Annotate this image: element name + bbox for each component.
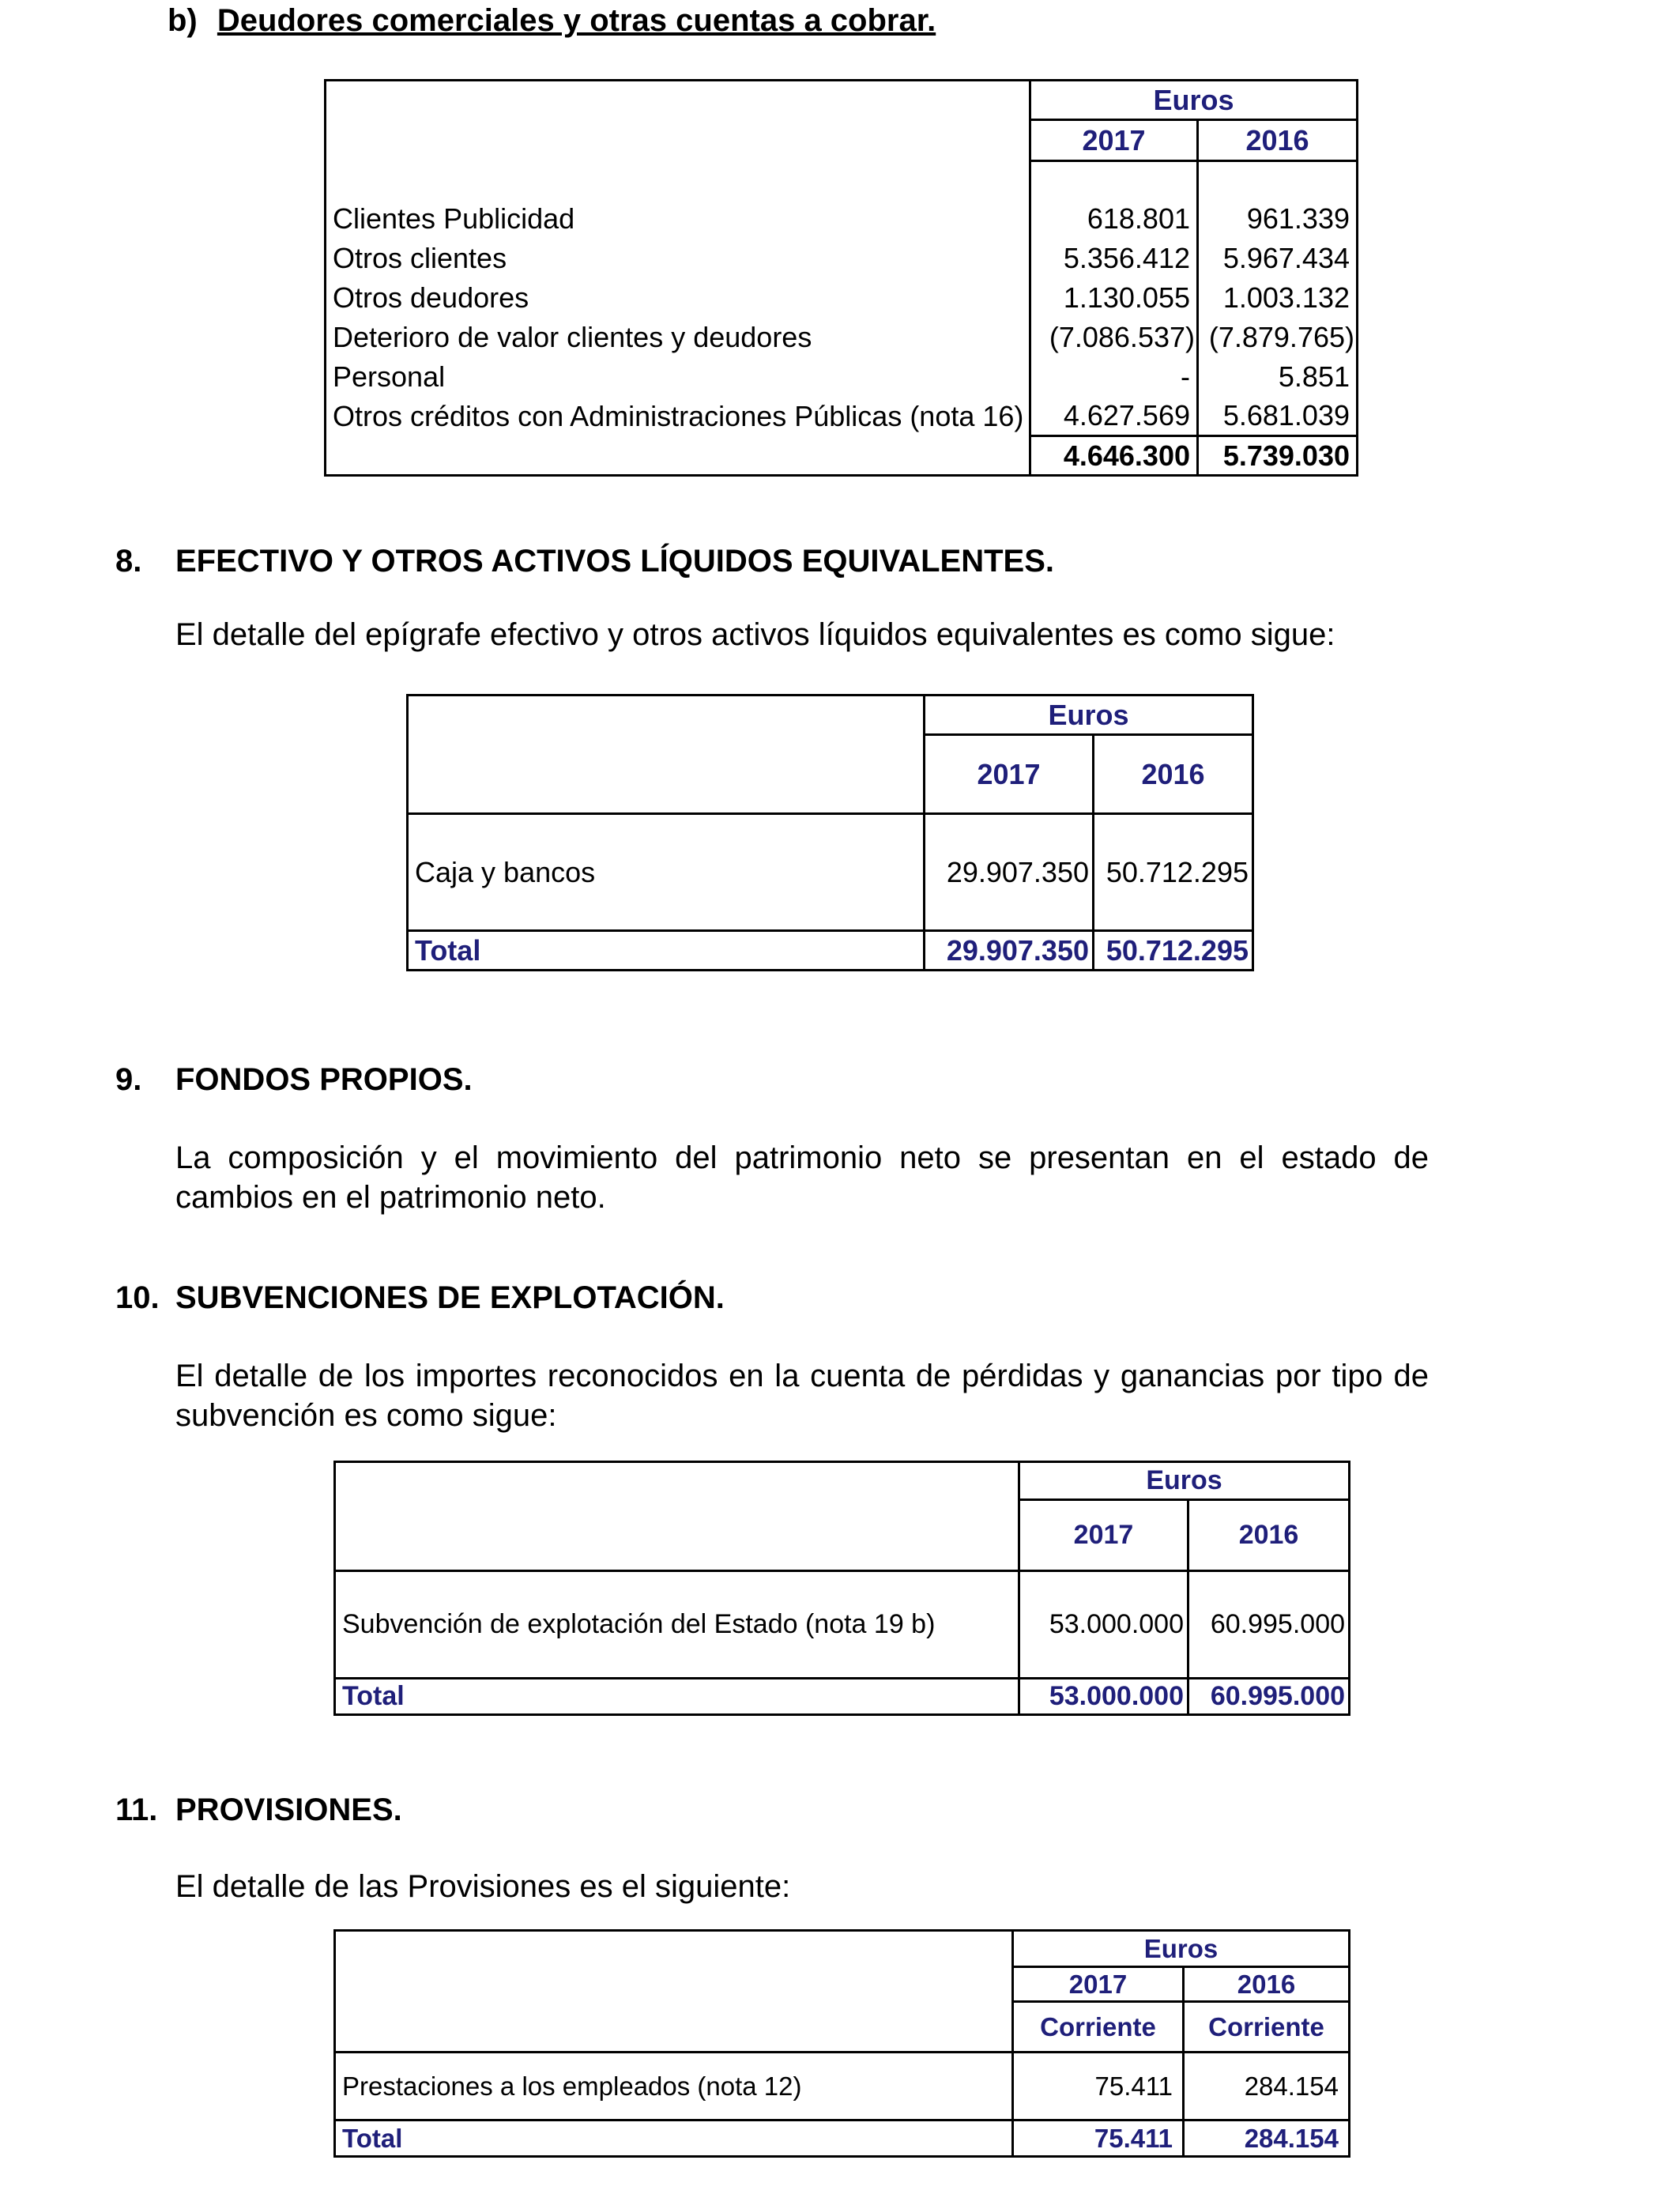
subvenciones-year-2016: 2016: [1188, 1500, 1350, 1571]
row-label: Deterioro de valor clientes y deudores: [326, 318, 1030, 357]
row-value-2017: 29.907.350: [925, 814, 1094, 931]
total-label-blank: [326, 436, 1030, 476]
section-9-heading: [115, 1062, 473, 1098]
deudores-spacer: [1030, 161, 1198, 199]
deudores-spacer: [1198, 161, 1358, 199]
efectivo-year-2017: 2017: [925, 735, 1094, 814]
total-row: [335, 2120, 1350, 2157]
table-row: [326, 318, 1358, 357]
row-value-2016: 60.995.000: [1188, 1571, 1350, 1679]
row-label: Personal: [326, 357, 1030, 397]
total-label: Total: [335, 2120, 1013, 2157]
section-9-text: La composición y el movimiento del patrimonio neto se presentan en el estado de cambios en el patrimonio neto.: [175, 1140, 1429, 1215]
section-8-heading: [115, 544, 1054, 579]
efectivo-header-blank: [408, 696, 925, 814]
row-label: Otros créditos con Administraciones Públicas (nota 16): [326, 397, 1030, 436]
row-label: Subvención de explotación del Estado (nota 19 b): [335, 1571, 1019, 1679]
row-value-2016: 5.681.039: [1198, 397, 1358, 436]
section-10-title: SUBVENCIONES DE EXPLOTACIÓN.: [175, 1280, 725, 1315]
deudores-year-2017: 2017: [1030, 120, 1198, 161]
total-value-2017: 29.907.350: [925, 931, 1094, 971]
row-value-2016: (7.879.765): [1198, 318, 1358, 357]
row-value-2017: -: [1030, 357, 1198, 397]
row-label: Clientes Publicidad: [326, 199, 1030, 239]
total-label: Total: [335, 1679, 1019, 1715]
table-row: [408, 814, 1253, 931]
row-value-2017: 618.801: [1030, 199, 1198, 239]
table-row: [335, 2053, 1350, 2120]
total-value-2016: 50.712.295: [1094, 931, 1253, 971]
provisiones-subheader-2017: Corriente: [1013, 2002, 1184, 2053]
table-row: [335, 1571, 1350, 1679]
subvenciones-table: [333, 1461, 1350, 1716]
deudores-spacer: [326, 161, 1030, 199]
section-11-text: El detalle de las Provisiones es el siguiente:: [175, 1869, 791, 1904]
section-9-title: FONDOS PROPIOS.: [175, 1062, 473, 1097]
table-row: [326, 278, 1358, 318]
row-value-2017: (7.086.537): [1030, 318, 1198, 357]
row-value-2017: 4.627.569: [1030, 397, 1198, 436]
total-row: [408, 931, 1253, 971]
row-value-2016: 5.851: [1198, 357, 1358, 397]
deudores-table: [324, 79, 1358, 477]
provisiones-table: [333, 1929, 1350, 2158]
row-value-2016: 5.967.434: [1198, 239, 1358, 278]
row-value-2017: 53.000.000: [1019, 1571, 1188, 1679]
row-value-2016: 961.339: [1198, 199, 1358, 239]
table-row: [326, 357, 1358, 397]
subvenciones-currency-header: Euros: [1019, 1462, 1350, 1500]
section-10-heading: [115, 1280, 725, 1316]
row-value-2017: 1.130.055: [1030, 278, 1198, 318]
section-8-text: El detalle del epígrafe efectivo y otros activos líquidos equivalentes es como sigue:: [175, 617, 1335, 652]
row-label: Prestaciones a los empleados (nota 12): [335, 2053, 1013, 2120]
row-value-2016: 50.712.295: [1094, 814, 1253, 931]
total-value-2017: 75.411: [1013, 2120, 1184, 2157]
section-8-title: EFECTIVO Y OTROS ACTIVOS LÍQUIDOS EQUIVALENTES.: [175, 544, 1054, 579]
section-b-heading: [168, 3, 936, 39]
total-row: [326, 436, 1358, 476]
section-b-marker: b): [168, 3, 198, 38]
row-label: Otros deudores: [326, 278, 1030, 318]
table-row: [326, 239, 1358, 278]
total-row: [335, 1679, 1350, 1715]
provisiones-currency-header: Euros: [1013, 1931, 1350, 1967]
row-value-2017: 5.356.412: [1030, 239, 1198, 278]
row-value-2016: 1.003.132: [1198, 278, 1358, 318]
row-value-2016: 284.154: [1184, 2053, 1350, 2120]
total-value-2016: 60.995.000: [1188, 1679, 1350, 1715]
total-value-2016: 284.154: [1184, 2120, 1350, 2157]
section-11-number: 11.: [115, 1793, 158, 1827]
row-label: Caja y bancos: [408, 814, 925, 931]
section-10-text: El detalle de los importes reconocidos en la cuenta de pérdidas y ganancias por tipo de subvención es como sigue:: [175, 1359, 1429, 1433]
total-label: Total: [408, 931, 925, 971]
subvenciones-header-blank: [335, 1462, 1019, 1571]
deudores-header-blank: [326, 81, 1030, 161]
total-value-2016: 5.739.030: [1198, 436, 1358, 476]
row-label: Otros clientes: [326, 239, 1030, 278]
row-value-2017: 75.411: [1013, 2053, 1184, 2120]
section-8-number: 8.: [115, 544, 142, 579]
efectivo-table: [406, 694, 1254, 971]
section-10-number: 10.: [115, 1280, 160, 1315]
provisiones-year-2017: 2017: [1013, 1967, 1184, 2002]
table-row: [326, 199, 1358, 239]
efectivo-year-2016: 2016: [1094, 735, 1253, 814]
efectivo-currency-header: Euros: [925, 696, 1253, 735]
subvenciones-year-2017: 2017: [1019, 1500, 1188, 1571]
section-11-title: PROVISIONES.: [175, 1793, 402, 1827]
total-value-2017: 53.000.000: [1019, 1679, 1188, 1715]
provisiones-header-blank: [335, 1931, 1013, 2053]
provisiones-subheader-2016: Corriente: [1184, 2002, 1350, 2053]
section-11-heading: [115, 1793, 402, 1828]
section-b-title: Deudores comerciales y otras cuentas a cobrar.: [217, 3, 936, 38]
deudores-currency-header: Euros: [1030, 81, 1358, 120]
table-row: [326, 397, 1358, 436]
total-value-2017: 4.646.300: [1030, 436, 1198, 476]
provisiones-year-2016: 2016: [1184, 1967, 1350, 2002]
deudores-year-2016: 2016: [1198, 120, 1358, 161]
section-9-number: 9.: [115, 1062, 142, 1097]
